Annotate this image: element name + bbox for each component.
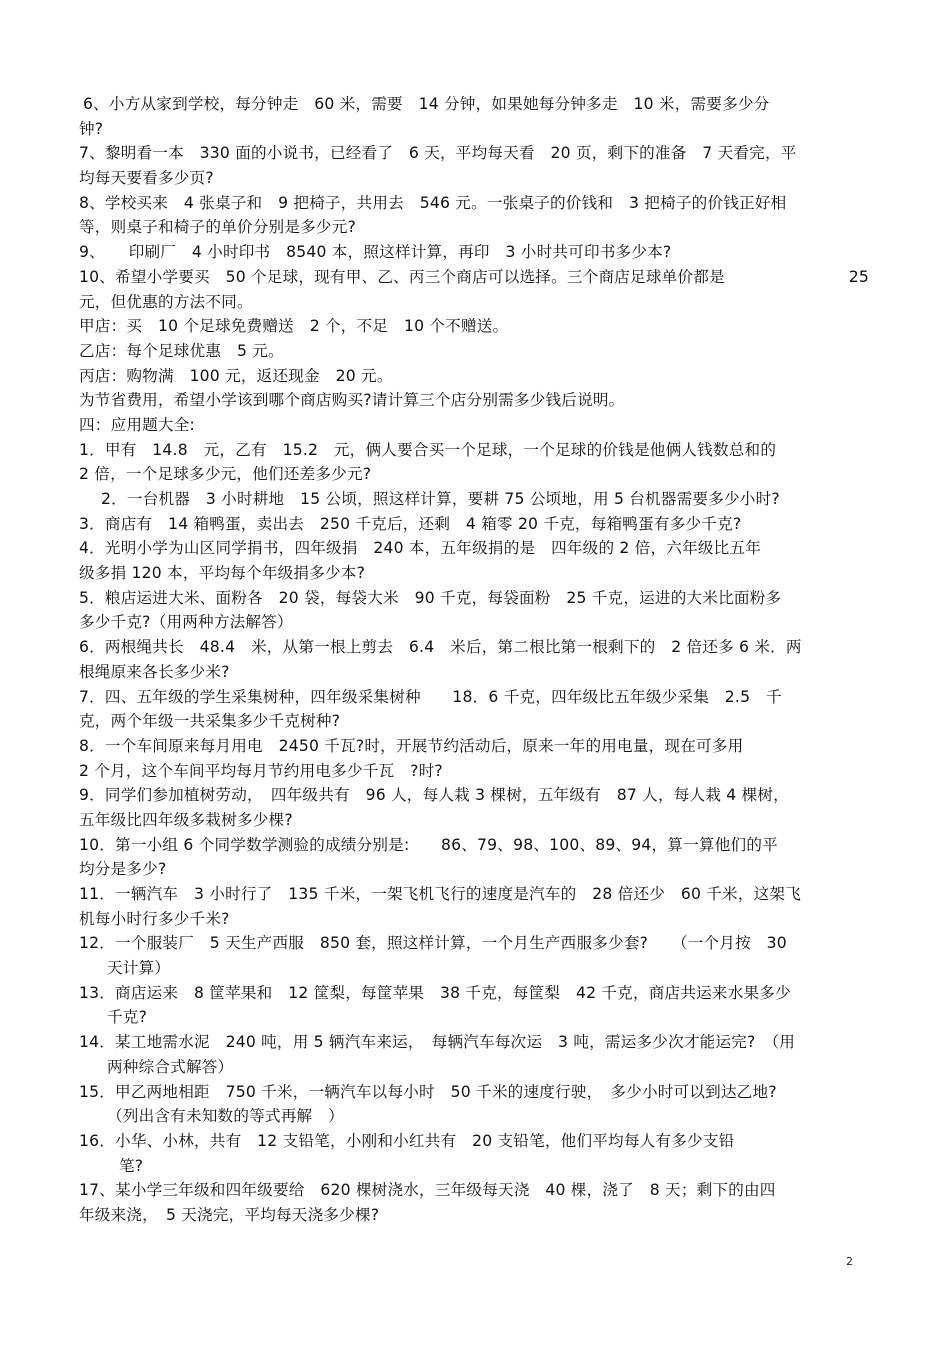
text-line: 多少千克?（用两种方法解答）: [79, 613, 293, 632]
text-line: 6．两根绳共长 48.4 米，从第一根上剪去 6.4 米后，第二根比第一根剩下的 2 倍还多 6 米．两: [79, 638, 802, 657]
text-line: 天计算）: [107, 959, 171, 978]
text-line: 16．小华、小林，共有 12 支铅笔，小刚和小红共有 20 支铅笔，他们平均每人有多少支铅: [79, 1131, 735, 1150]
text-line: 7．四、五年级的学生采集树种，四年级采集树种 18．6 千克，四年级比五年级少采集 2.5 千: [79, 687, 782, 706]
text-line: 15．甲乙两地相距 750 千米，一辆汽车以每小时 50 千米的速度行驶， 多少小时可以到达乙地?: [79, 1082, 777, 1101]
text-line: 均每天要看多少页?: [79, 169, 214, 188]
text-line: 千克?: [107, 1008, 148, 1027]
text-line: 7、黎明看一本 330 面的小说书，已经看了 6 天，平均每天看 20 页，剩下的准备 7 天看完，平: [79, 144, 797, 163]
text-line: 为节省费用，希望小学该到哪个商店购买?请计算三个店分别需多少钱后说明。: [79, 391, 625, 410]
text-line: 甲店：买 10 个足球免费赠送 2 个，不足 10 个不赠送。: [79, 317, 509, 336]
text-line: 笔?: [119, 1156, 144, 1175]
text-line: 等，则桌子和椅子的单价分别是多少元?: [79, 218, 356, 237]
text-line: 17、某小学三年级和四年级要给 620 棵树浇水，三年级每天浇 40 棵，浇了 8 天；剩下的由四: [79, 1181, 776, 1200]
text-line: 2．一台机器 3 小时耕地 15 公顷，照这样计算，要耕 75 公顷地，用 5 台机器需要多少小时?: [101, 490, 780, 508]
text-line: 机每小时行多少千米?: [79, 909, 230, 928]
text-line: 2 个月，这个车间平均每月节约用电多少千瓦 ?时?: [79, 761, 443, 780]
text-line: 年级来浇， 5 天浇完，平均每天浇多少棵?: [79, 1205, 380, 1224]
text-line: 4．光明小学为山区同学捐书，四年级捐 240 本，五年级捐的是 四年级的 2 倍，六年级比五年: [79, 539, 762, 558]
text-line-part: 10、希望小学要买 50 个足球，现有甲、乙、丙三个商店可以选择。三个商店足球单价都是: [79, 267, 725, 286]
section-heading: 四：应用题大全:: [79, 415, 196, 434]
text-line: 8、学校买来 4 张桌子和 9 把椅子，共用去 546 元。一张桌子的价钱和 3 把椅子的价钱正好相: [79, 193, 787, 212]
text-line: 5．粮店运进大米、面粉各 20 袋，每袋大米 90 千克，每袋面粉 25 千克，运进的大米比面粉多: [79, 588, 782, 607]
text-line-part: 25: [848, 267, 869, 286]
text-line: 8．一个车间原来每月用电 2450 千瓦?时，开展节约活动后，原来一年的用电量，现在可多用: [79, 736, 744, 755]
text-line: 丙店：购物满 100 元，返还现金 20 元。: [79, 366, 393, 385]
text-line: 2 倍，一个足球多少元，他们还差多少元?: [79, 465, 372, 484]
text-line: 元，但优惠的方法不同。: [79, 292, 253, 311]
text-line: 克，两个年级一共采集多少千克树种?: [79, 712, 341, 731]
text-line: 12．一个服装厂 5 天生产西服 850 套，照这样计算，一个月生产西服多少套? （一个月按 30: [79, 934, 787, 953]
text-line: 根绳原来各长多少米?: [79, 662, 230, 681]
text-line: 均分是多少?: [79, 860, 167, 879]
text-line: 11．一辆汽车 3 小时行了 135 千米，一架飞机飞行的速度是汽车的 28 倍还少 60 千米，这架飞: [79, 885, 802, 903]
page-number: 2: [846, 1255, 853, 1268]
text-line: （列出含有未知数的等式再解 ）: [107, 1107, 344, 1126]
text-line: 9、 印刷厂 4 小时印书 8540 本，照这样计算，再印 3 小时共可印书多少本?: [79, 243, 672, 262]
text-line: 乙店：每个足球优惠 5 元。: [79, 341, 284, 360]
text-line: 10．第一小组 6 个同学数学测验的成绩分别是: 86、79、98、100、89、94，算一算他们的平: [79, 835, 778, 854]
text-line: 14．某工地需水泥 240 吨，用 5 辆汽车来运， 每辆汽车每次运 3 吨，需运多少次才能运完? （用: [79, 1033, 796, 1052]
text-line: 6、小方从家到学校，每分钟走 60 米，需要 14 分钟，如果她每分钟多走 10 米，需要多少分: [83, 95, 770, 113]
text-line: 3．商店有 14 箱鸭蛋，卖出去 250 千克后，还剩 4 箱零 20 千克，每箱鸭蛋有多少千克?: [79, 514, 742, 533]
text-line: [79, 265, 869, 290]
text-line: 9．同学们参加植树劳动， 四年级共有 96 人，每人栽 3 棵树，五年级有 87 人，每人栽 4 棵树，: [79, 786, 789, 805]
text-line: 1．甲有 14.8 元，乙有 15.2 元，俩人要合买一个足球，一个足球的价钱是他俩人钱数总和的: [79, 440, 777, 459]
text-line: 两种综合式解答）: [107, 1057, 234, 1076]
text-line: 五年级比四年级多栽树多少棵?: [79, 810, 293, 829]
text-line: 级多捐 120 本，平均每个年级捐多少本?: [79, 564, 366, 583]
document-text: [79, 92, 869, 1228]
text-line: 13．商店运来 8 筐苹果和 12 筐梨，每筐苹果 38 千克，每筐梨 42 千克，商店共运来水果多少: [79, 983, 791, 1002]
text-line: 钟?: [79, 119, 104, 138]
